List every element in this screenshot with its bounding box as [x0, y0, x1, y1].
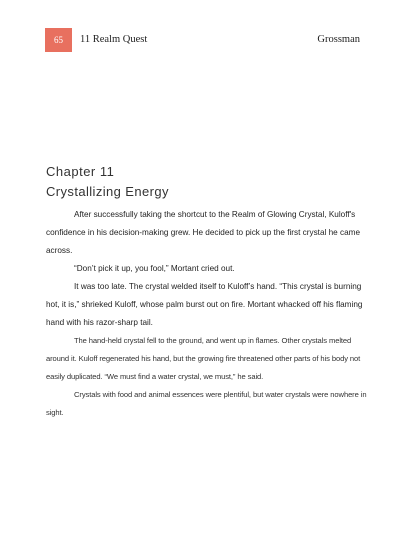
- chapter-title: Crystallizing Energy: [46, 184, 169, 199]
- chapter-body: [46, 206, 376, 422]
- running-header-title: 11 Realm Quest: [80, 34, 148, 45]
- chapter-number: Chapter 11: [46, 164, 115, 179]
- paragraph: Crystals with food and animal essences were plentiful, but water crystals were nowhere in sight.: [46, 390, 367, 417]
- running-header-author: Grossman: [317, 34, 360, 45]
- paragraph: It was too late. The crystal welded itself to Kuloff’s hand. “This crystal is burning hot, it is,” shrieked Kuloff, whose palm burst out on fire. Mortant whacked off his flaming hand with his razor-sharp tail.: [46, 282, 363, 327]
- paragraph: The hand-held crystal fell to the ground, and went up in flames. Other crystals melted around it. Kuloff regenerated his hand, but the growing fire threatened other parts of his body not easily duplicated. “We must find a water crystal, we must,” he said.: [46, 336, 361, 381]
- page-number-badge: 65: [45, 28, 72, 52]
- paragraph: “Don’t pick it up, you fool,” Mortant cried out.: [74, 264, 235, 273]
- paragraph: After successfully taking the shortcut to the Realm of Glowing Crystal, Kuloff's confidence in his decision-making grew. He decided to pick up the first crystal he came across.: [46, 210, 361, 255]
